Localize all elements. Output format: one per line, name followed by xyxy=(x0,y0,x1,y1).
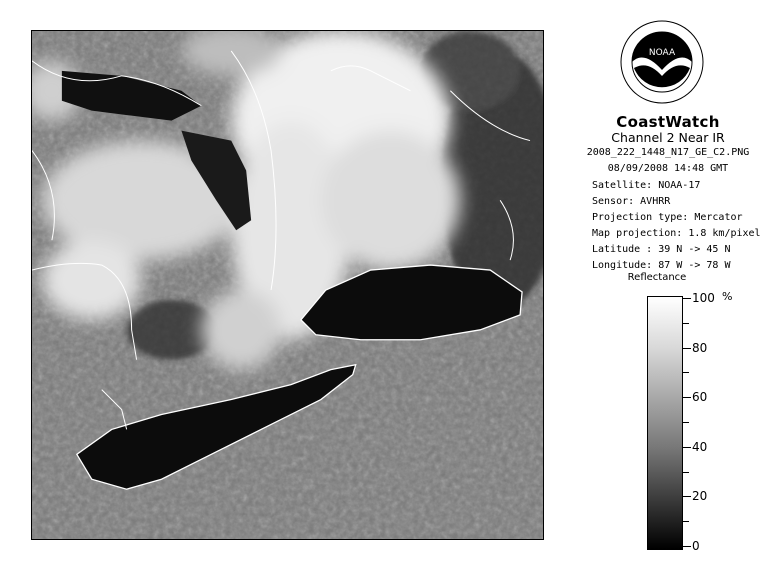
colorbar-tick-label: 60 xyxy=(692,390,708,404)
map-projection-label: Map projection: 1.8 km/pixel xyxy=(592,228,761,239)
noaa-logo xyxy=(620,20,704,104)
legend-title: Reflectance xyxy=(627,272,687,283)
satellite-image xyxy=(31,30,544,540)
filename-label: 2008_222_1448_N17_GE_C2.PNG xyxy=(586,147,750,158)
sensor-label: Sensor: AVHRR xyxy=(592,196,671,207)
reflectance-colorbar xyxy=(647,296,683,550)
colorbar-tick xyxy=(683,546,691,547)
colorbar-tick xyxy=(683,372,689,373)
colorbar-tick xyxy=(683,348,691,349)
projection-type-label: Projection type: Mercator xyxy=(592,212,743,223)
latitude-label: Latitude : 39 N -> 45 N xyxy=(592,244,731,255)
colorbar-tick xyxy=(683,496,691,497)
colorbar-tick-label: 0 xyxy=(692,539,700,553)
colorbar-tick xyxy=(683,397,691,398)
datetime-label: 08/09/2008 14:48 GMT xyxy=(607,163,729,174)
colorbar-tick xyxy=(683,447,691,448)
legend-unit: % xyxy=(722,290,733,303)
channel-label: Channel 2 Near IR xyxy=(611,130,725,145)
colorbar-tick xyxy=(683,323,689,324)
longitude-label: Longitude: 87 W -> 78 W xyxy=(592,260,731,271)
brand-title: CoastWatch xyxy=(616,113,720,131)
colorbar-tick-label: 20 xyxy=(692,489,708,503)
colorbar-tick xyxy=(683,298,691,299)
colorbar-tick-label: 40 xyxy=(692,440,708,454)
colorbar-tick xyxy=(683,422,689,423)
svg-text:NOAA: NOAA xyxy=(648,48,676,58)
satellite-label: Satellite: NOAA-17 xyxy=(592,180,701,191)
colorbar-tick-label: 80 xyxy=(692,341,708,355)
colorbar-tick xyxy=(683,472,689,473)
colorbar-tick-label: 100 xyxy=(692,291,715,305)
colorbar-tick xyxy=(683,521,689,522)
